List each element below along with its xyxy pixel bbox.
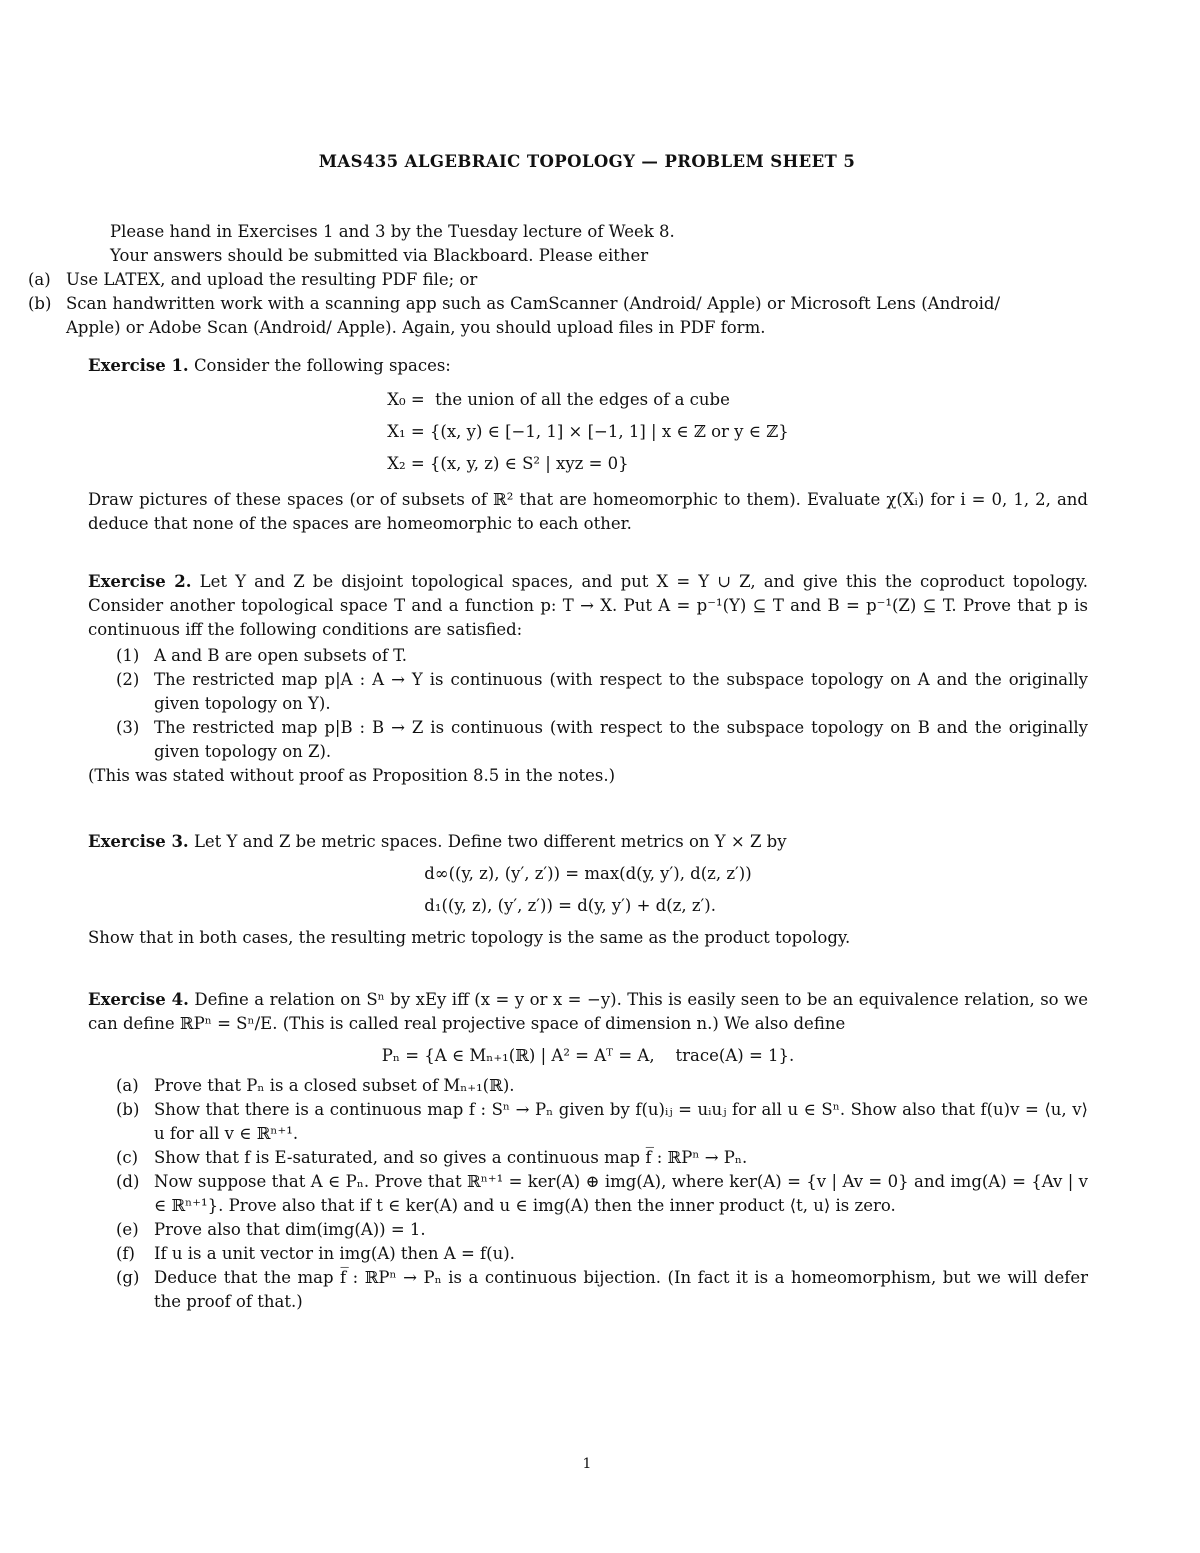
exercise-1-heading: Exercise 1.	[88, 356, 189, 375]
equation-d-infinity: d∞((y, z), (y′, z′)) = max(d(y, y′), d(z, z′))	[424, 864, 752, 883]
part-e	[88, 1218, 1088, 1242]
list-text: If u is a unit vector in img(A) then A = f(u).	[154, 1244, 515, 1263]
part-d	[88, 1170, 1088, 1218]
condition-2	[88, 668, 1088, 716]
list-label: (a)	[116, 1076, 139, 1095]
list-text: The restricted map p|B : B → Z is continuous (with respect to the subspace topology on B and the originally given topology on Z).	[154, 718, 1088, 761]
part-a	[88, 1074, 1088, 1098]
exercise-4-lead: Define a relation on Sⁿ by xEy iff (x = y or x = −y). This is easily seen to be an equivalence relation, so we can define ℝPⁿ = Sⁿ/E. (This is called real projective space of dimension n.) We also define	[88, 990, 1088, 1033]
list-text: Use LATEX, and upload the resulting PDF file; or	[66, 270, 478, 289]
equation-pn: Pₙ = {A ∈ Mₙ₊₁(ℝ) | A² = Aᵀ = A, trace(A) = 1}.	[381, 1046, 795, 1065]
exercise-2-intro	[88, 570, 1088, 642]
equation-x2: X₂ = {(x, y, z) ∈ S² | xyz = 0}	[387, 454, 629, 473]
exercise-1-equations	[88, 384, 1088, 480]
list-label: (a)	[28, 270, 51, 289]
list-text: Now suppose that A ∈ Pₙ. Prove that ℝⁿ⁺¹ = ker(A) ⊕ img(A), where ker(A) = {v | Av = 0} and img(A) = {Av | v ∈ ℝⁿ⁺¹}. Prove also that if t ∈ ker(A) and u ∈ img(A) then the inner product ⟨t, u⟩ is zero.	[154, 1172, 1088, 1215]
list-text: The restricted map p|A : A → Y is continuous (with respect to the subspace topology on A and the originally given topology on Y).	[154, 670, 1088, 713]
exercise-4-intro	[88, 988, 1088, 1036]
exercise-3-equations	[88, 858, 1088, 922]
exercise-2-conditions	[88, 644, 1088, 764]
list-text: A and B are open subsets of T.	[154, 646, 408, 665]
list-text: Prove also that dim(img(A)) = 1.	[154, 1220, 426, 1239]
list-label: (g)	[116, 1268, 140, 1287]
list-label: (b)	[116, 1100, 140, 1119]
exercise-3-intro	[88, 830, 1088, 854]
list-label: (d)	[116, 1172, 140, 1191]
list-label: (b)	[28, 294, 52, 313]
exercise-3-heading: Exercise 3.	[88, 832, 189, 851]
part-b	[88, 1098, 1088, 1146]
exercise-4-parts	[88, 1074, 1088, 1314]
intro-options-list	[0, 268, 1000, 340]
intro-line-2: Your answers should be submitted via Blackboard. Please either	[110, 246, 649, 265]
list-label: (c)	[116, 1148, 139, 1167]
exercise-1-body: Draw pictures of these spaces (or of subsets of ℝ² that are homeomorphic to them). Evaluate χ(Xᵢ) for i = 0, 1, 2, and deduce that none of the spaces are homeomorphic to each other.	[88, 490, 1088, 533]
page-title: MAS435 ALGEBRAIC TOPOLOGY — PROBLEM SHEET 5	[318, 152, 856, 171]
list-label: (3)	[116, 718, 140, 737]
part-g	[88, 1266, 1088, 1314]
equation-d-one: d₁((y, z), (y′, z′)) = d(y, y′) + d(z, z′).	[424, 896, 716, 915]
exercise-3	[88, 830, 1088, 950]
exercise-1-lead: Consider the following spaces:	[193, 356, 451, 375]
exercise-2-tail: (This was stated without proof as Proposition 8.5 in the notes.)	[88, 766, 616, 785]
part-f	[88, 1242, 1088, 1266]
intro-option-a	[0, 268, 1000, 292]
list-label: (1)	[116, 646, 140, 665]
list-label: (e)	[116, 1220, 139, 1239]
exercise-3-lead: Let Y and Z be metric spaces. Define two different metrics on Y × Z by	[193, 832, 787, 851]
condition-3	[88, 716, 1088, 764]
exercise-1	[88, 354, 1088, 536]
list-text: Deduce that the map f̅ : ℝPⁿ → Pₙ is a continuous bijection. (In fact it is a homeomorphism, but we will defer the proof of that.)	[154, 1268, 1088, 1311]
part-c	[88, 1146, 1088, 1170]
condition-1	[88, 644, 1088, 668]
exercise-4-heading: Exercise 4.	[88, 990, 189, 1009]
equation-x1: X₁ = {(x, y) ∈ [−1, 1] × [−1, 1] | x ∈ ℤ or y ∈ ℤ}	[387, 422, 789, 441]
exercise-2	[88, 570, 1088, 788]
list-label: (f)	[116, 1244, 135, 1263]
list-text: Scan handwritten work with a scanning app such as CamScanner (Android/ Apple) or Microsoft Lens (Android/ Apple) or Adobe Scan (Android/ Apple). Again, you should upload files in PDF form.	[66, 294, 1000, 337]
list-text: Show that there is a continuous map f : Sⁿ → Pₙ given by f(u)ᵢⱼ = uᵢuⱼ for all u ∈ Sⁿ. Show also that f(u)v = ⟨u, v⟩u for all v ∈ ℝⁿ⁺¹.	[154, 1100, 1088, 1143]
equation-x0: X₀ = the union of all the edges of a cube	[387, 390, 730, 409]
list-label: (2)	[116, 670, 140, 689]
exercise-2-heading: Exercise 2.	[88, 572, 192, 591]
page-number: 1	[582, 1456, 592, 1472]
intro-line-1: Please hand in Exercises 1 and 3 by the Tuesday lecture of Week 8.	[110, 222, 675, 241]
list-text: Show that f is E-saturated, and so gives a continuous map f̅ : ℝPⁿ → Pₙ.	[154, 1148, 748, 1167]
exercise-2-lead: Let Y and Z be disjoint topological spaces, and put X = Y ∪ Z, and give this the coproduct topology. Consider another topological space T and a function p: T → X. Put A = p⁻¹(Y) ⊆ T and B = p⁻¹(Z) ⊆ T. Prove that p is continuous iff the following conditions are satisfied:	[88, 572, 1088, 639]
list-text: Prove that Pₙ is a closed subset of Mₙ₊₁(ℝ).	[154, 1076, 515, 1095]
intro-option-b	[0, 292, 1000, 340]
intro-section	[28, 220, 1088, 340]
exercise-4	[88, 988, 1088, 1314]
exercise-1-intro	[88, 354, 1088, 378]
exercise-3-body: Show that in both cases, the resulting metric topology is the same as the product topology.	[88, 928, 851, 947]
